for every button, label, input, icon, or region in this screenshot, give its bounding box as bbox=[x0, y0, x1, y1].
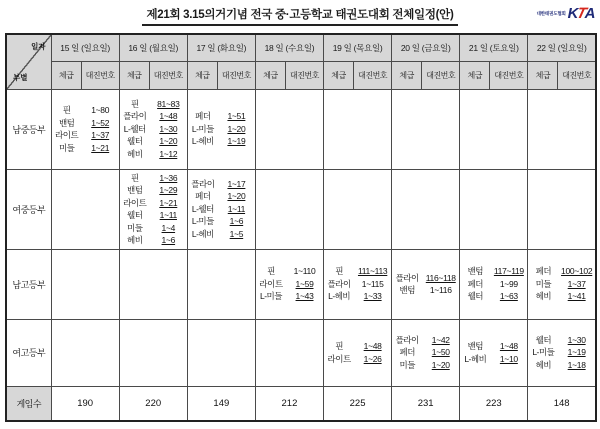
match-number-range: 1~17 bbox=[227, 178, 246, 189]
weight-class-entry bbox=[52, 142, 119, 155]
weight-class-entry bbox=[188, 135, 255, 148]
subheader-class-15: 체급 bbox=[51, 61, 81, 89]
schedule-cell bbox=[460, 249, 528, 319]
division-label-1: 여중등부 bbox=[6, 169, 51, 249]
weight-class-entry bbox=[460, 340, 527, 353]
weight-class-entry bbox=[188, 203, 255, 216]
weight-class-entry bbox=[256, 290, 323, 303]
subheader-class-16: 체급 bbox=[119, 61, 149, 89]
weight-class-name: 핀 bbox=[335, 341, 343, 351]
weight-class-name: L-미들 bbox=[191, 123, 214, 134]
subheader-matchno-22: 대진번호 bbox=[558, 61, 596, 89]
weight-class-entry bbox=[392, 359, 459, 372]
weight-class-entry bbox=[188, 123, 255, 136]
weight-class-name: L-미들 bbox=[191, 216, 214, 227]
schedule-cell bbox=[392, 89, 460, 169]
match-number-range: 1~6 bbox=[161, 235, 176, 245]
schedule-cell bbox=[255, 319, 323, 386]
weight-class-entry bbox=[528, 346, 595, 359]
corner-cell bbox=[6, 34, 51, 89]
weight-class-entry bbox=[324, 353, 391, 366]
weight-class-name: L-헤비 bbox=[191, 228, 214, 239]
title-row bbox=[0, 5, 600, 26]
match-number-range: 1~19 bbox=[567, 347, 586, 358]
weight-class-entry bbox=[52, 104, 119, 117]
game-count-value-20: 231 bbox=[392, 386, 460, 421]
weight-class-name: 헤비 bbox=[535, 359, 552, 370]
schedule-cell bbox=[324, 249, 392, 319]
weight-class-name: 플라이 bbox=[123, 111, 147, 122]
weight-class-name: 헤비 bbox=[127, 235, 143, 245]
schedule-cell bbox=[528, 249, 596, 319]
cell-entries bbox=[188, 110, 255, 148]
weight-class-entry bbox=[120, 98, 187, 111]
weight-class-name: 플라이 bbox=[395, 272, 419, 283]
weight-class-entry bbox=[120, 110, 187, 123]
match-number-range: 1~29 bbox=[159, 185, 178, 195]
weight-class-entry bbox=[120, 148, 187, 161]
match-number-range: 1~48 bbox=[363, 341, 382, 351]
weight-class-entry bbox=[324, 290, 391, 303]
weight-class-entry bbox=[392, 284, 459, 297]
weight-class-entry bbox=[392, 334, 459, 347]
cell-entries bbox=[120, 172, 187, 247]
weight-class-name: 핀 bbox=[335, 266, 343, 277]
match-number-range: 1~18 bbox=[567, 359, 586, 370]
subheader-matchno-20: 대진번호 bbox=[422, 61, 460, 89]
weight-class-entry bbox=[324, 340, 391, 353]
schedule-cell bbox=[51, 319, 119, 386]
game-count-value-18: 212 bbox=[255, 386, 323, 421]
weight-class-entry bbox=[120, 123, 187, 136]
date-header-18: 18 일 (수요일) bbox=[255, 34, 323, 61]
subheader-class-18: 체급 bbox=[255, 61, 285, 89]
kta-logo-letters bbox=[568, 6, 594, 21]
page-title: 제21회 3.15의거기념 전국 중·고등학교 태권도대회 전체일정(안) bbox=[142, 6, 457, 26]
subheader-class-22: 체급 bbox=[528, 61, 558, 89]
schedule-cell bbox=[528, 169, 596, 249]
cell-entries bbox=[392, 334, 459, 372]
weight-class-entry bbox=[52, 117, 119, 130]
schedule-cell bbox=[51, 169, 119, 249]
corner-label-division: 부별 bbox=[13, 72, 28, 82]
cell-entries bbox=[324, 340, 391, 365]
weight-class-name: 라이트 bbox=[55, 130, 79, 140]
match-number-range: 1~21 bbox=[159, 197, 178, 208]
weight-class-name: 헤비 bbox=[535, 291, 552, 302]
subheader-class-21: 체급 bbox=[460, 61, 490, 89]
weight-class-name: 핀 bbox=[130, 98, 139, 109]
weight-class-entry bbox=[120, 209, 187, 222]
kta-logo bbox=[537, 6, 594, 21]
match-number-range: 1~43 bbox=[295, 291, 314, 302]
schedule-cell bbox=[528, 319, 596, 386]
kta-logo-org-text: 대한태권도협회 bbox=[536, 10, 566, 16]
game-count-value-15: 190 bbox=[51, 386, 119, 421]
cell-entries bbox=[324, 265, 391, 303]
weight-class-entry bbox=[392, 272, 459, 285]
subheader-matchno-17: 대진번호 bbox=[217, 61, 255, 89]
schedule-cell bbox=[324, 319, 392, 386]
schedule-cell bbox=[392, 249, 460, 319]
weight-class-name: 웰터 bbox=[535, 334, 552, 345]
schedule-cell bbox=[187, 249, 255, 319]
weight-class-name: L-웰터 bbox=[123, 123, 146, 134]
schedule-cell bbox=[119, 89, 187, 169]
weight-class-entry bbox=[120, 172, 187, 185]
weight-class-name: 미들 bbox=[58, 142, 75, 153]
weight-class-entry bbox=[528, 334, 595, 347]
weight-class-name: 페더 bbox=[535, 266, 552, 277]
match-number-range: 1~20 bbox=[227, 191, 246, 202]
match-number-range: 81~83 bbox=[157, 98, 180, 109]
division-label-2: 남고등부 bbox=[6, 249, 51, 319]
schedule-cell bbox=[187, 319, 255, 386]
match-number-range: 1~36 bbox=[159, 172, 178, 183]
weight-class-name: 미들 bbox=[535, 278, 552, 289]
weight-class-entry bbox=[120, 222, 187, 235]
subheader-matchno-15: 대진번호 bbox=[81, 61, 119, 89]
match-number-range: 1~20 bbox=[227, 123, 246, 134]
schedule-cell bbox=[255, 249, 323, 319]
weight-class-name: 라이트 bbox=[259, 278, 283, 289]
match-number-range: 1~4 bbox=[161, 222, 176, 233]
match-number-range: 100~102 bbox=[561, 266, 593, 277]
cell-entries bbox=[120, 98, 187, 161]
match-number-range: 1~52 bbox=[91, 117, 110, 128]
subheader-matchno-21: 대진번호 bbox=[490, 61, 528, 89]
schedule-cell bbox=[51, 89, 119, 169]
weight-class-name: 밴텀 bbox=[467, 266, 484, 277]
schedule-cell bbox=[324, 89, 392, 169]
subheader-class-19: 체급 bbox=[324, 61, 354, 89]
weight-class-name: 웰터 bbox=[467, 291, 484, 302]
cell-entries bbox=[460, 340, 527, 365]
schedule-cell bbox=[119, 249, 187, 319]
match-number-range: 116~118 bbox=[425, 272, 456, 283]
weight-class-entry bbox=[188, 228, 255, 241]
weight-class-name: 페더 bbox=[195, 191, 211, 202]
weight-class-entry bbox=[460, 278, 527, 291]
match-number-range: 1~99 bbox=[499, 278, 518, 289]
match-number-range: 1~19 bbox=[227, 136, 246, 147]
match-number-range: 1~11 bbox=[227, 203, 246, 214]
weight-class-entry bbox=[52, 129, 119, 142]
match-number-range: 1~20 bbox=[431, 359, 450, 370]
schedule-cell bbox=[119, 319, 187, 386]
weight-class-name: 웰터 bbox=[127, 210, 143, 220]
date-header-22: 22 일 (일요일) bbox=[528, 34, 596, 61]
schedule-cell bbox=[255, 169, 323, 249]
weight-class-entry bbox=[256, 278, 323, 291]
game-count-value-16: 220 bbox=[119, 386, 187, 421]
subheader-class-17: 체급 bbox=[187, 61, 217, 89]
weight-class-name: 핀 bbox=[267, 266, 275, 277]
game-count-value-22: 148 bbox=[528, 386, 596, 421]
weight-class-name: 헤비 bbox=[127, 148, 143, 159]
cell-entries bbox=[52, 104, 119, 154]
weight-class-name: L-헤비 bbox=[191, 136, 214, 147]
weight-class-name: L-웰터 bbox=[191, 203, 214, 214]
schedule-cell bbox=[51, 249, 119, 319]
match-number-range: 1~6 bbox=[229, 216, 244, 227]
schedule-cell bbox=[392, 169, 460, 249]
weight-class-entry bbox=[528, 290, 595, 303]
kta-logo-k: K bbox=[567, 5, 577, 22]
weight-class-entry bbox=[324, 265, 391, 278]
weight-class-name: 라이트 bbox=[123, 197, 147, 208]
match-number-range: 1~37 bbox=[91, 130, 110, 140]
weight-class-name: 밴텀 bbox=[58, 117, 75, 128]
weight-class-name: L-헤비 bbox=[328, 291, 351, 302]
schedule-cell bbox=[392, 319, 460, 386]
match-number-range: 1~63 bbox=[499, 291, 518, 302]
schedule-cell bbox=[187, 89, 255, 169]
cell-entries bbox=[460, 265, 527, 303]
match-number-range: 1~80 bbox=[91, 105, 110, 115]
kta-logo-t: T bbox=[574, 5, 587, 22]
match-number-range: 1~51 bbox=[227, 111, 246, 122]
cell-entries bbox=[528, 334, 595, 372]
weight-class-name: 밴텀 bbox=[399, 285, 415, 295]
weight-class-entry bbox=[120, 234, 187, 247]
weight-class-name: L-헤비 bbox=[464, 353, 487, 364]
match-number-range: 1~110 bbox=[293, 266, 316, 277]
cell-entries bbox=[392, 272, 459, 297]
weight-class-entry bbox=[188, 190, 255, 203]
game-count-value-19: 225 bbox=[324, 386, 392, 421]
weight-class-entry bbox=[392, 346, 459, 359]
subheader-matchno-18: 대진번호 bbox=[285, 61, 323, 89]
cell-entries bbox=[256, 265, 323, 303]
weight-class-name: L-미들 bbox=[259, 291, 282, 302]
date-header-17: 17 일 (화요일) bbox=[187, 34, 255, 61]
match-number-range: 1~59 bbox=[295, 278, 314, 289]
weight-class-name: 플라이 bbox=[395, 334, 419, 345]
weight-class-name: 웰터 bbox=[127, 136, 143, 147]
weight-class-entry bbox=[324, 278, 391, 291]
date-header-15: 15 일 (일요일) bbox=[51, 34, 119, 61]
date-header-20: 20 일 (금요일) bbox=[392, 34, 460, 61]
weight-class-entry bbox=[188, 215, 255, 228]
weight-class-name: 라이트 bbox=[327, 353, 351, 364]
match-number-range: 111~113 bbox=[357, 266, 388, 277]
match-number-range: 1~20 bbox=[159, 136, 178, 147]
schedule-cell bbox=[460, 319, 528, 386]
schedule-cell bbox=[255, 89, 323, 169]
date-header-16: 16 일 (월요일) bbox=[119, 34, 187, 61]
weight-class-entry bbox=[120, 197, 187, 210]
schedule-cell bbox=[460, 89, 528, 169]
weight-class-entry bbox=[256, 265, 323, 278]
match-number-range: 1~30 bbox=[159, 123, 178, 134]
weight-class-name: 밴텀 bbox=[467, 341, 484, 351]
match-number-range: 1~42 bbox=[431, 334, 450, 345]
weight-class-name: 페더 bbox=[195, 111, 211, 122]
division-label-3: 여고등부 bbox=[6, 319, 51, 386]
match-number-range: 1~48 bbox=[499, 341, 518, 351]
weight-class-name: 플라이 bbox=[327, 278, 351, 289]
match-number-range: 1~12 bbox=[159, 148, 178, 159]
weight-class-entry bbox=[120, 135, 187, 148]
weight-class-name: 밴텀 bbox=[127, 185, 143, 195]
date-header-19: 19 일 (목요일) bbox=[324, 34, 392, 61]
date-header-21: 21 일 (토요일) bbox=[460, 34, 528, 61]
weight-class-name: 핀 bbox=[62, 105, 71, 115]
cell-entries bbox=[188, 178, 255, 241]
weight-class-entry bbox=[460, 265, 527, 278]
match-number-range: 1~116 bbox=[429, 285, 452, 295]
weight-class-entry bbox=[188, 110, 255, 123]
weight-class-name: 미들 bbox=[399, 359, 415, 370]
subheader-class-20: 체급 bbox=[392, 61, 422, 89]
weight-class-entry bbox=[460, 290, 527, 303]
weight-class-entry bbox=[460, 353, 527, 366]
game-count-value-21: 223 bbox=[460, 386, 528, 421]
schedule-cell bbox=[460, 169, 528, 249]
schedule-cell bbox=[119, 169, 187, 249]
subheader-matchno-19: 대진번호 bbox=[354, 61, 392, 89]
weight-class-entry bbox=[528, 265, 595, 278]
match-number-range: 117~119 bbox=[493, 266, 524, 277]
weight-class-entry bbox=[528, 359, 595, 372]
match-number-range: 1~11 bbox=[159, 210, 177, 220]
match-number-range: 1~30 bbox=[567, 334, 586, 345]
subheader-matchno-16: 대진번호 bbox=[149, 61, 187, 89]
weight-class-name: 페더 bbox=[467, 278, 484, 289]
weight-class-entry bbox=[528, 278, 595, 291]
match-number-range: 1~50 bbox=[431, 347, 450, 358]
weight-class-name: L-미들 bbox=[532, 347, 555, 358]
game-count-value-17: 149 bbox=[187, 386, 255, 421]
match-number-range: 1~33 bbox=[363, 291, 382, 302]
match-number-range: 1~48 bbox=[159, 111, 178, 122]
match-number-range: 1~10 bbox=[499, 353, 518, 364]
division-label-0: 남중등부 bbox=[6, 89, 51, 169]
schedule-cell bbox=[324, 169, 392, 249]
weight-class-name: 페더 bbox=[399, 347, 415, 358]
cell-entries bbox=[528, 265, 595, 303]
weight-class-entry bbox=[188, 178, 255, 191]
kta-logo-a: A bbox=[584, 5, 594, 22]
match-number-range: 1~37 bbox=[567, 278, 586, 289]
weight-class-name: 플라이 bbox=[191, 178, 215, 189]
match-number-range: 1~26 bbox=[363, 353, 382, 364]
corner-label-date: 일자 bbox=[31, 42, 46, 51]
game-count-label: 게임수 bbox=[6, 386, 51, 421]
schedule-cell bbox=[187, 169, 255, 249]
schedule-table bbox=[5, 33, 597, 422]
weight-class-entry bbox=[120, 184, 187, 197]
match-number-range: 1~41 bbox=[567, 291, 586, 302]
weight-class-name: 핀 bbox=[130, 172, 139, 183]
schedule-cell bbox=[528, 89, 596, 169]
weight-class-name: 미들 bbox=[127, 222, 143, 233]
match-number-range: 1~5 bbox=[229, 228, 244, 239]
match-number-range: 1~21 bbox=[91, 142, 110, 153]
match-number-range: 1~115 bbox=[361, 278, 384, 289]
